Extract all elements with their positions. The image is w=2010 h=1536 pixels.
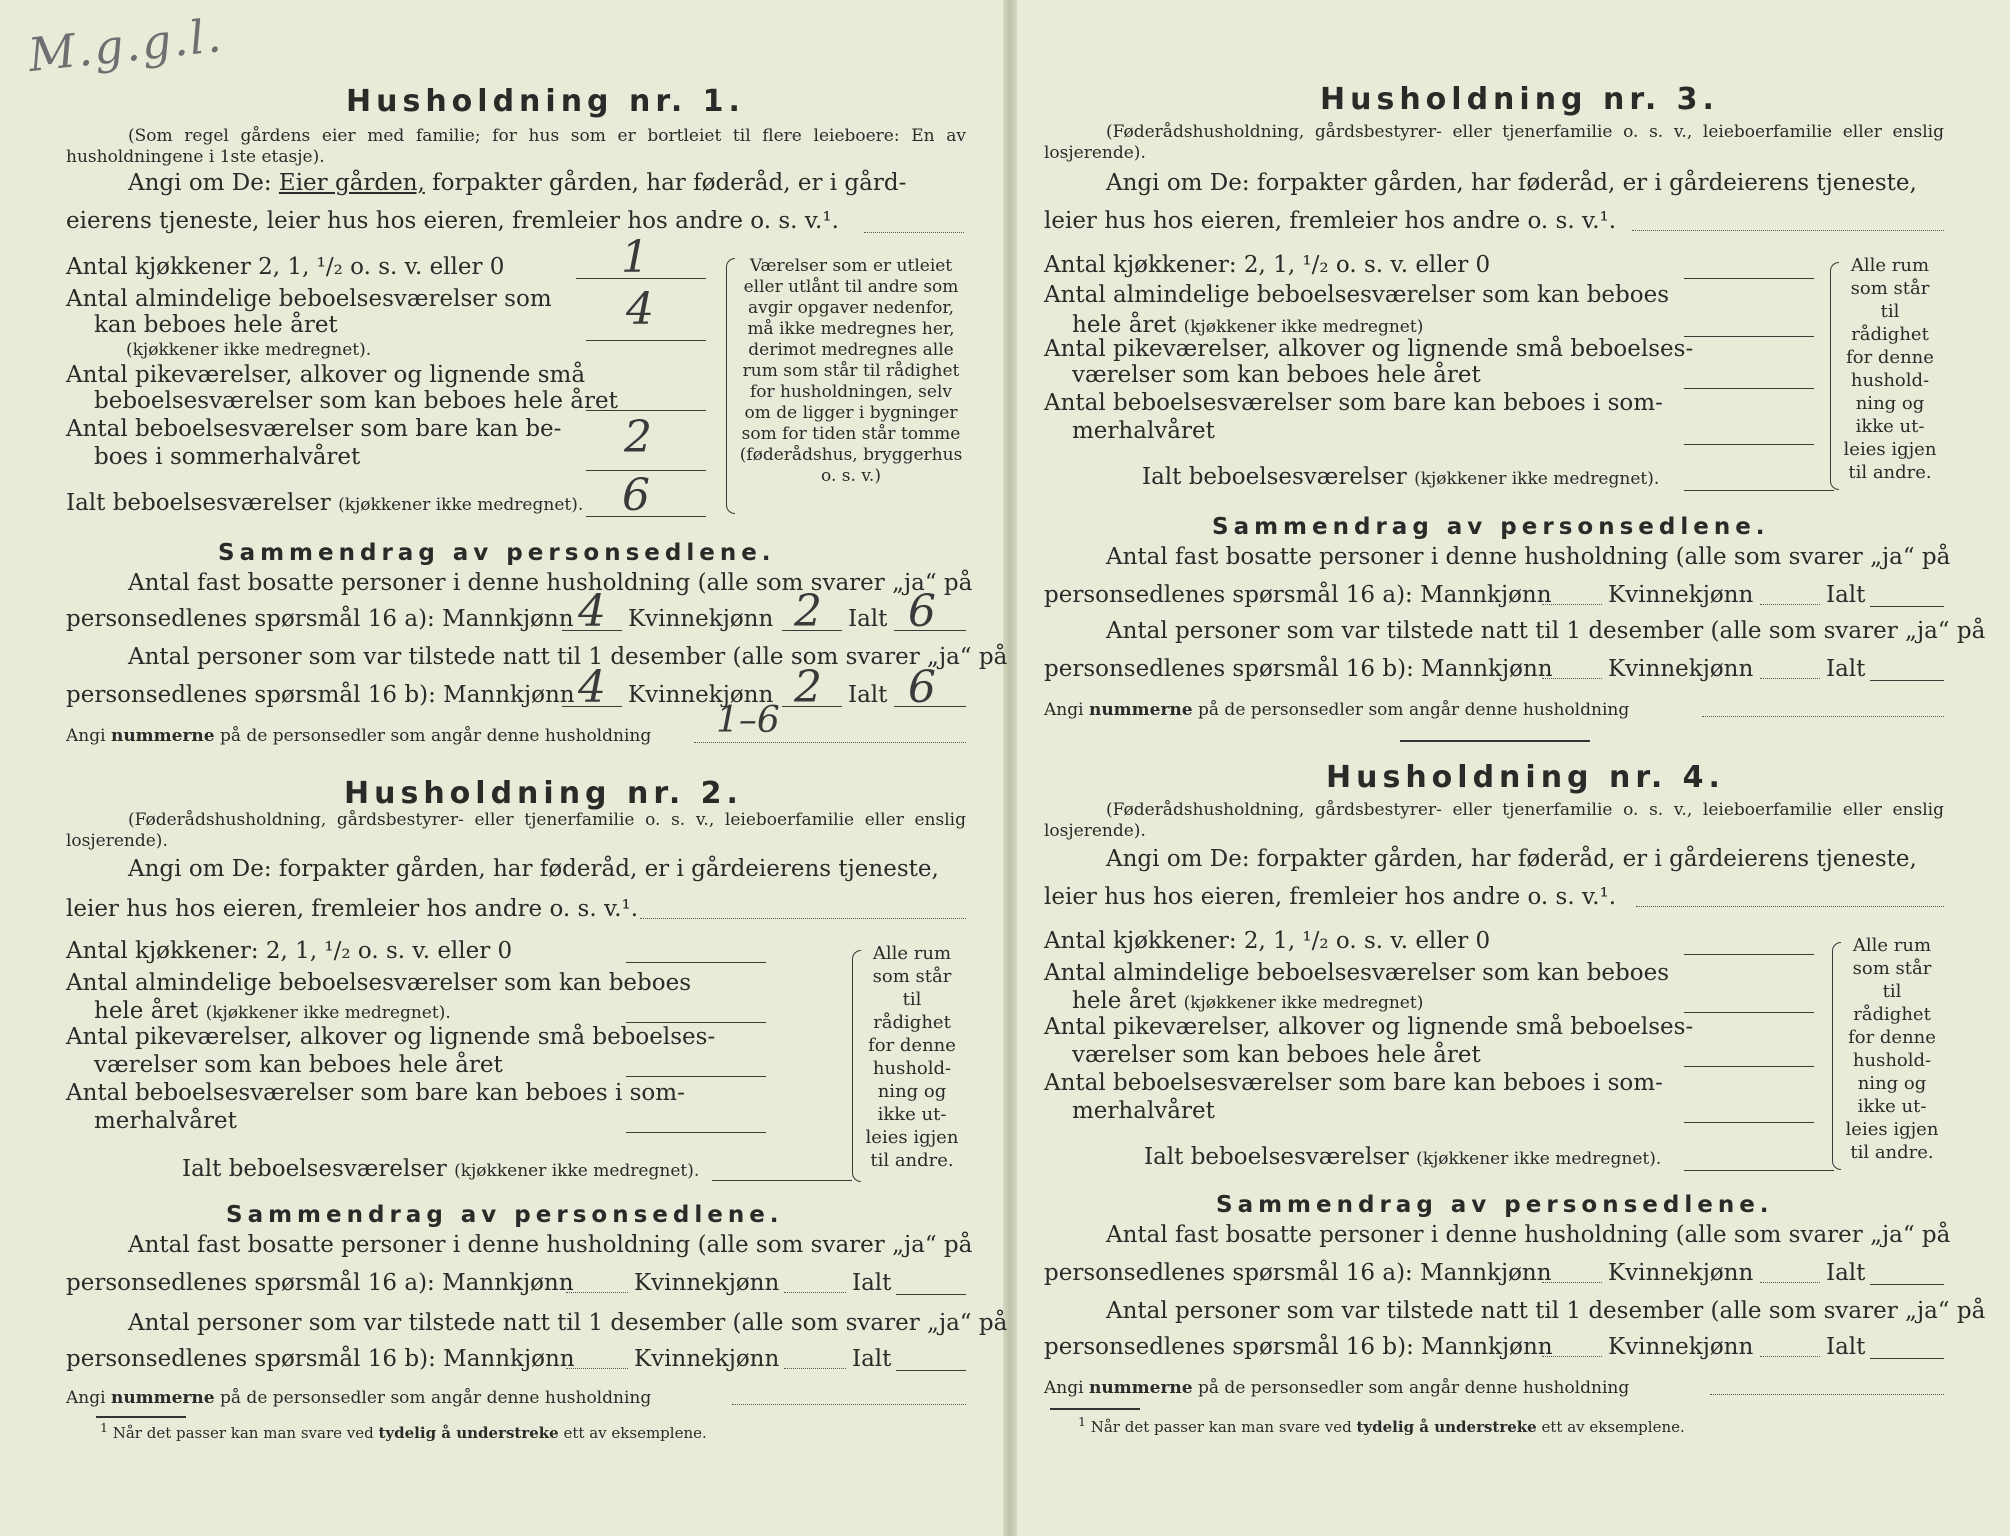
household-2-s2-line2: personsedlenes spørsmål 16 b): Mannkjønn xyxy=(66,1346,575,1372)
household-4-alm-line xyxy=(1684,1012,1814,1013)
household-2-s2-line1: Antal personer som var tilstede natt til 1 desember (alle som svarer „ja“ på xyxy=(128,1310,1008,1336)
household-3-note: (Føderådshusholdning, gårdsbestyrer- eller tjenerfamilie o. s. v., leieboerfamilie eller enslig losjerende). xyxy=(1044,122,1944,163)
household-2-pike-line2: værelser som kan beboes hele året xyxy=(94,1052,503,1078)
household-1-pike-line1: Antal pikeværelser, alkover og lignende små xyxy=(66,362,586,388)
household-4-s2-kvinne-label: Kvinnekjønn xyxy=(1608,1334,1754,1360)
household-2-s1-ialt-label: Ialt xyxy=(852,1270,892,1296)
household-1-s1-kvinne-label: Kvinnekjønn xyxy=(628,606,774,632)
household-1-angi-line2: eierens tjeneste, leier hus hos eieren, fremleier hos andre o. s. v.¹. xyxy=(66,208,839,234)
household-4-nummerne-line: Angi nummerne på de personsedler som angår denne husholdning xyxy=(1044,1378,1630,1398)
household-3-sommer-line1: Antal beboelsesværelser som bare kan beboes i som- xyxy=(1044,390,1663,416)
household-1-sommer-line1: Antal beboelsesværelser som bare kan be- xyxy=(66,416,562,442)
household-2-pike-line xyxy=(626,1076,766,1077)
household-2-alm-line2: hele året (kjøkkener ikke medregnet). xyxy=(94,998,451,1024)
household-2-sommer-line2: merhalvåret xyxy=(94,1108,237,1134)
household-2-pike-line1: Antal pikeværelser, alkover og lignende små beboelses- xyxy=(66,1024,716,1050)
household-4-s2-line2: personsedlenes spørsmål 16 b): Mannkjønn xyxy=(1044,1334,1553,1360)
handwritten-corner-mark: M.g.g.l. xyxy=(25,7,226,83)
household-2-note: (Føderådshusholdning, gårdsbestyrer- eller tjenerfamilie o. s. v., leieboerfamilie eller enslig losjerende). xyxy=(66,810,966,851)
household-2-brace xyxy=(852,950,861,1182)
household-2-alm-line1: Antal almindelige beboelsesværelser som kan beboes xyxy=(66,970,692,996)
household-1-s2-ialt-label: Ialt xyxy=(848,682,888,708)
household-3-angi-fill-line xyxy=(1632,230,1944,231)
household-3-s2-ialt-label: Ialt xyxy=(1826,656,1866,682)
household-3-s2-kvinne-line xyxy=(1760,678,1820,679)
household-1-eier-garden-underlined: Eier gården, xyxy=(278,170,425,196)
household-2-footnote: $^1$ Når det passer kan man svare ved tydelig å understreke ett av eksemplene. xyxy=(100,1420,707,1442)
household-3-sommer-line2: merhalvåret xyxy=(1072,418,1215,444)
household-1-s1-ialt-label: Ialt xyxy=(848,606,888,632)
household-1-title: Husholdning nr. 1. xyxy=(346,84,745,119)
household-1-s2-ialt-value: 6 xyxy=(908,662,936,713)
household-2-side-note: Alle rum som står til rådighet for denne hushold- ning og ikke ut- leies igjen til andre. xyxy=(865,943,959,1171)
household-4-angi-line1: Angi om De: forpakter gården, har føderåd, er i gårdeierens tjeneste, xyxy=(1106,846,1917,872)
household-4-s1-mann-line xyxy=(1542,1282,1602,1283)
footnote-rule xyxy=(96,1416,186,1418)
household-2-kjokken-line xyxy=(626,962,766,963)
household-4-sommer-line2: merhalvåret xyxy=(1072,1098,1215,1124)
household-3-s1-mann-line xyxy=(1542,604,1602,605)
household-4-s1-ialt-label: Ialt xyxy=(1826,1260,1866,1286)
household-1-nummerne-line: Angi nummerne på de personsedler som angår denne husholdning xyxy=(66,726,652,746)
household-3-s1-line1: Antal fast bosatte personer i denne husholdning (alle som svarer „ja“ på xyxy=(1106,544,1951,570)
household-4-s2-line1: Antal personer som var tilstede natt til 1 desember (alle som svarer „ja“ på xyxy=(1106,1298,1986,1324)
household-1-note: (Som regel gårdens eier med familie; for hus som er bortleiet til flere leieboere: En av husholdningene i 1ste etasje). xyxy=(66,126,966,167)
household-3-nummerne-fill-line xyxy=(1702,716,1944,717)
household-1-s2-mann-value: 4 xyxy=(578,662,606,713)
household-2-nummerne-line: Angi nummerne på de personsedler som angår denne husholdning xyxy=(66,1388,652,1408)
household-2-nummerne-fill-line xyxy=(732,1404,966,1405)
household-4-s1-line1: Antal fast bosatte personer i denne husholdning (alle som svarer „ja“ på xyxy=(1106,1222,1951,1248)
household-1-s1-line1: Antal fast bosatte personer i denne husholdning (alle som svarer „ja“ på xyxy=(128,570,973,596)
household-4-kjokken-line xyxy=(1684,954,1814,955)
footnote-rule-right xyxy=(1050,1408,1140,1410)
household-4-ialt-fill-line xyxy=(1684,1170,1834,1171)
household-4-sommer-line1: Antal beboelsesværelser som bare kan beboes i som- xyxy=(1044,1070,1663,1096)
household-4-note: (Føderådshusholdning, gårdsbestyrer- eller tjenerfamilie o. s. v., leieboerfamilie eller enslig losjerende). xyxy=(1044,800,1944,841)
household-3-title: Husholdning nr. 3. xyxy=(1320,82,1719,117)
household-1-kjokken-value: 1 xyxy=(621,232,649,283)
household-3-alm-line2: hele året (kjøkkener ikke medregnet) xyxy=(1072,312,1424,338)
household-2-s2-ialt-label: Ialt xyxy=(852,1346,892,1372)
household-4-s2-ialt-label: Ialt xyxy=(1826,1334,1866,1360)
household-1-s1-kvinne-value: 2 xyxy=(794,586,822,637)
household-1-nummerne-value: 1–6 xyxy=(716,700,780,741)
household-3-ialt-line: Ialt beboelsesværelser (kjøkkener ikke medregnet). xyxy=(1142,464,1660,490)
household-4-s1-kvinne-line xyxy=(1760,1282,1820,1283)
page-fold xyxy=(1003,0,1017,1536)
household-3-s2-line2: personsedlenes spørsmål 16 b): Mannkjønn xyxy=(1044,656,1553,682)
household-4-s2-mann-line xyxy=(1542,1356,1602,1357)
household-4-angi-line2: leier hus hos eieren, fremleier hos andre o. s. v.¹. xyxy=(1044,884,1617,910)
household-2-s1-line2: personsedlenes spørsmål 16 a): Mannkjønn xyxy=(66,1270,574,1296)
household-4-kjokken-label: Antal kjøkkener: 2, 1, ¹/₂ o. s. v. eller 0 xyxy=(1044,928,1491,954)
household-1-angi-line1: Angi om De: Eier gården, forpakter gården, har føderåd, er i gård- xyxy=(128,170,907,196)
household-2-angi-line2: leier hus hos eieren, fremleier hos andre o. s. v.¹. xyxy=(66,896,639,922)
household-1-alm-value: 4 xyxy=(626,284,654,335)
household-2-s1-mann-line xyxy=(566,1292,628,1293)
household-2-alm-line xyxy=(626,1022,766,1023)
household-3-ialt-fill-line xyxy=(1684,490,1834,491)
household-1-nummerne-fill-line xyxy=(694,742,966,743)
household-1-s2-line1: Antal personer som var tilstede natt til 1 desember (alle som svarer „ja“ på xyxy=(128,644,1008,670)
household-3-s1-ialt-label: Ialt xyxy=(1826,582,1866,608)
household-1-ialt-line: Ialt beboelsesværelser (kjøkkener ikke medregnet). xyxy=(66,490,584,516)
household-3-angi-line1: Angi om De: forpakter gården, har føderåd, er i gårdeierens tjeneste, xyxy=(1106,170,1917,196)
household-2-s1-kvinne-line xyxy=(784,1292,846,1293)
household-1-ialt-value: 6 xyxy=(622,470,650,521)
household-1-alm-note: (kjøkkener ikke medregnet). xyxy=(126,340,372,360)
household-1-s2-line2: personsedlenes spørsmål 16 b): Mannkjønn xyxy=(66,682,575,708)
household-2-s2-mann-line xyxy=(566,1368,628,1369)
household-4-angi-fill-line xyxy=(1636,906,1944,907)
household-2-kjokken-label: Antal kjøkkener: 2, 1, ¹/₂ o. s. v. eller 0 xyxy=(66,938,513,964)
household-4-s1-kvinne-label: Kvinnekjønn xyxy=(1608,1260,1754,1286)
household-2-title: Husholdning nr. 2. xyxy=(344,776,743,811)
household-1-side-note: Værelser som er utleiet eller utlånt til andre som avgir opgaver nedenfor, må ikke medregnes her, derimot medregnes alle rum som står til rådighet for husholdningen, selv om de ligger i bygninger som for tiden står tomme (føderådshus, bryggerhus o. s. v.) xyxy=(739,256,963,486)
household-1-s1-mann-value: 4 xyxy=(578,586,606,637)
household-4-pike-line xyxy=(1684,1066,1814,1067)
household-1-angi-fill-line xyxy=(864,232,964,233)
household-1-pike-line2: beboelsesværelser som kan beboes hele året xyxy=(94,388,618,414)
household-1-summary-title: Sammendrag av personsedlene. xyxy=(218,540,776,566)
household-4-nummerne-fill-line xyxy=(1710,1394,1944,1395)
household-3-summary-title: Sammendrag av personsedlene. xyxy=(1212,514,1770,540)
household-2-s1-kvinne-label: Kvinnekjønn xyxy=(634,1270,780,1296)
household-2-sommer-line xyxy=(626,1132,766,1133)
household-2-s2-kvinne-label: Kvinnekjønn xyxy=(634,1346,780,1372)
household-1-s1-ialt-value: 6 xyxy=(908,586,936,637)
household-3-side-note: Alle rum som står til rådighet for denne hushold- ning og ikke ut- leies igjen til andre. xyxy=(1843,255,1937,483)
household-3-alm-line1: Antal almindelige beboelsesværelser som kan beboes xyxy=(1044,282,1670,308)
household-2-s1-line1: Antal fast bosatte personer i denne husholdning (alle som svarer „ja“ på xyxy=(128,1232,973,1258)
household-4-s1-line2: personsedlenes spørsmål 16 a): Mannkjønn xyxy=(1044,1260,1552,1286)
household-1-kjokken-label: Antal kjøkkener 2, 1, ¹/₂ o. s. v. eller 0 xyxy=(66,254,505,280)
household-2-s2-ialt-line xyxy=(896,1370,966,1371)
household-3-s2-kvinne-label: Kvinnekjønn xyxy=(1608,656,1754,682)
household-3-s2-line1: Antal personer som var tilstede natt til 1 desember (alle som svarer „ja“ på xyxy=(1106,618,1986,644)
household-3-alm-line xyxy=(1684,336,1814,337)
household-4-footnote: $^1$ Når det passer kan man svare ved tydelig å understreke ett av eksemplene. xyxy=(1078,1414,1685,1436)
household-4-alm-line2: hele året (kjøkkener ikke medregnet) xyxy=(1072,988,1424,1014)
household-1-pike-line xyxy=(586,410,706,411)
household-4-pike-line2: værelser som kan beboes hele året xyxy=(1072,1042,1481,1068)
household-3-sommer-line xyxy=(1684,444,1814,445)
household-2-sommer-line1: Antal beboelsesværelser som bare kan beboes i som- xyxy=(66,1080,685,1106)
household-2-s1-ialt-line xyxy=(896,1294,966,1295)
household-3-s1-line2: personsedlenes spørsmål 16 a): Mannkjønn xyxy=(1044,582,1552,608)
household-2-angi-line1: Angi om De: forpakter gården, har føderåd, er i gårdeierens tjeneste, xyxy=(128,856,939,882)
household-2-ialt-line: Ialt beboelsesværelser (kjøkkener ikke medregnet). xyxy=(182,1156,700,1182)
household-3-s2-mann-line xyxy=(1542,678,1602,679)
household-3-brace xyxy=(1830,262,1839,490)
household-3-angi-line2: leier hus hos eieren, fremleier hos andre o. s. v.¹. xyxy=(1044,208,1617,234)
household-4-pike-line1: Antal pikeværelser, alkover og lignende små beboelses- xyxy=(1044,1014,1694,1040)
household-3-s1-kvinne-line xyxy=(1760,604,1820,605)
household-2-ialt-fill-line xyxy=(712,1180,852,1181)
household-1-alm-line1: Antal almindelige beboelsesværelser som xyxy=(66,286,552,312)
household-1-s2-kvinne-label: Kvinnekjønn xyxy=(628,682,774,708)
household-4-side-note: Alle rum som står til rådighet for denne hushold- ning og ikke ut- leies igjen til andre. xyxy=(1845,935,1939,1163)
household-4-title: Husholdning nr. 4. xyxy=(1326,760,1725,795)
household-3-kjokken-line xyxy=(1684,278,1814,279)
household-4-s1-ialt-line xyxy=(1870,1284,1944,1285)
household-1-s2-kvinne-value: 2 xyxy=(794,662,822,713)
household-1-sommer-line2: boes i sommerhalvåret xyxy=(94,444,361,470)
household-4-sommer-line xyxy=(1684,1122,1814,1123)
household-2-angi-fill-line xyxy=(640,918,966,919)
household-4-s2-ialt-line xyxy=(1870,1358,1944,1359)
household-1-sommer-value: 2 xyxy=(624,412,652,463)
household-4-summary-title: Sammendrag av personsedlene. xyxy=(1216,1192,1774,1218)
household-2-summary-title: Sammendrag av personsedlene. xyxy=(226,1202,784,1228)
household-3-kjokken-label: Antal kjøkkener: 2, 1, ¹/₂ o. s. v. eller 0 xyxy=(1044,252,1491,278)
household-3-pike-line1: Antal pikeværelser, alkover og lignende små beboelses- xyxy=(1044,336,1694,362)
household-3-pike-line2: værelser som kan beboes hele året xyxy=(1072,362,1481,388)
household-3-s2-ialt-line xyxy=(1870,680,1944,681)
household-1-alm-line2: kan beboes hele året xyxy=(94,312,338,338)
household-2-s2-kvinne-line xyxy=(784,1368,846,1369)
household-4-brace xyxy=(1832,942,1841,1170)
household-1-alm-line xyxy=(586,340,706,341)
household-3-s1-kvinne-label: Kvinnekjønn xyxy=(1608,582,1754,608)
household-1-brace xyxy=(726,258,735,514)
household-4-ialt-line: Ialt beboelsesværelser (kjøkkener ikke medregnet). xyxy=(1144,1144,1662,1170)
section-divider xyxy=(1400,740,1590,742)
household-4-alm-line1: Antal almindelige beboelsesværelser som kan beboes xyxy=(1044,960,1670,986)
household-1-s1-line2: personsedlenes spørsmål 16 a): Mannkjønn xyxy=(66,606,574,632)
household-3-nummerne-line: Angi nummerne på de personsedler som angår denne husholdning xyxy=(1044,700,1630,720)
household-4-s2-kvinne-line xyxy=(1760,1356,1820,1357)
household-3-s1-ialt-line xyxy=(1870,606,1944,607)
household-3-pike-line xyxy=(1684,388,1814,389)
